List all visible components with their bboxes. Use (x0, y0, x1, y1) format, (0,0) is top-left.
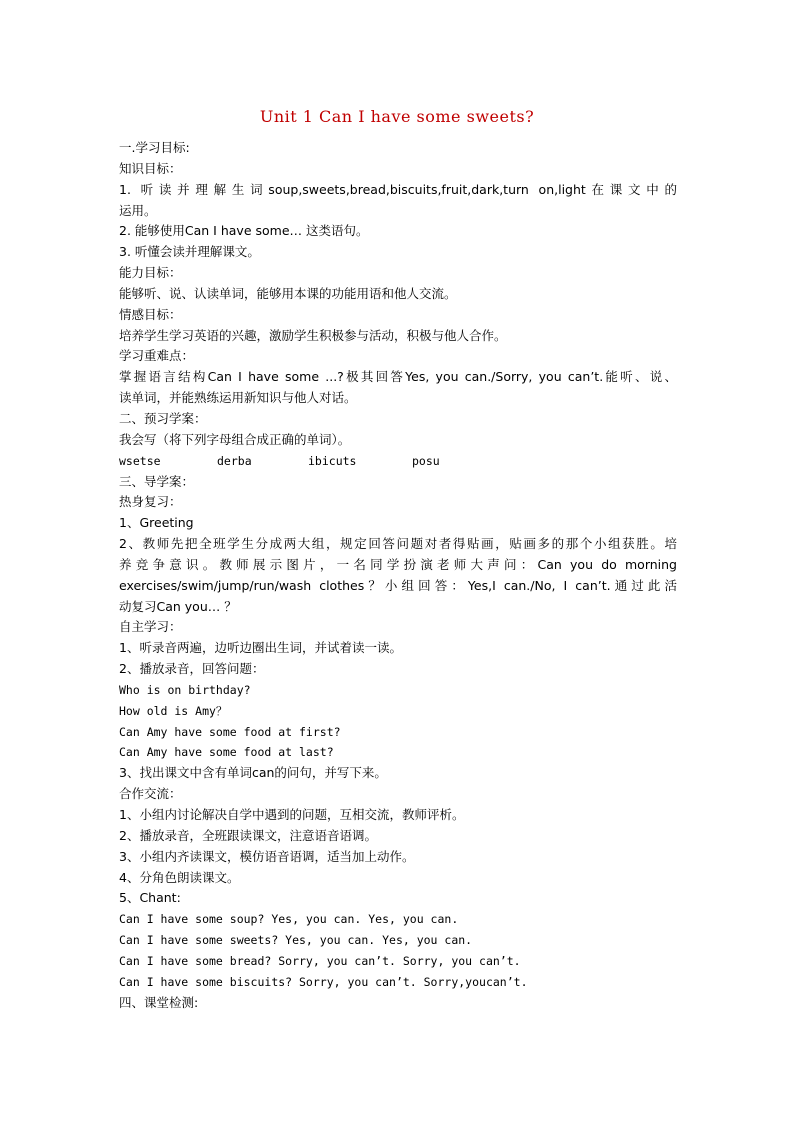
paragraph-line: 2、播放录音，全班跟读课文，注意语音语调。 (119, 827, 377, 843)
subheading: 情感目标： (119, 306, 182, 322)
paragraph-line: 1、听录音两遍，边听边圈出生词，并试着读一读。 (119, 640, 402, 656)
paragraph-line: 2. 能够使用Can I have some… 这类语句。 (119, 223, 369, 239)
paragraph-line: 动复习Can you… ？ (119, 598, 237, 614)
chant-line: Can I have some biscuits? Sorry, you can’t. Sorry,youcan’t. (119, 974, 528, 989)
subheading: 知识目标： (119, 160, 182, 176)
paragraph-line: 1、小组内讨论解决自学中遇到的问题，互相交流，教师评析。 (119, 807, 465, 822)
paragraph-line: 我会写（将下列字母组合成正确的单词）。 (119, 431, 351, 447)
scramble-word: ibicuts (308, 453, 357, 468)
paragraph-line: 能够听、说、认读单词，能够用本课的功能用语和他人交流。 (119, 285, 457, 301)
paragraph-line: 3. 听懂会读并理解课文。 (119, 244, 260, 260)
paragraph-line: 5、Chant: (119, 890, 181, 906)
section-heading: 一.学习目标: (119, 140, 190, 155)
subheading: 自主学习： (119, 619, 182, 635)
paragraph-line: 读单词，并能熟练运用新知识与他人对话。 (119, 390, 357, 406)
scramble-word-list (119, 451, 677, 472)
subheading: 热身复习： (119, 494, 182, 510)
paragraph-line: 2、教师先把全班学生分成两大组，规定回答问题对者得贴画，贴画多的那个小组获胜。培 (119, 536, 677, 552)
paragraph-line: 2、播放录音，回答问题： (119, 661, 265, 677)
chant-line: Can I have some soup? Yes, you can. Yes, you can. (119, 912, 459, 927)
section-heading: 四、课堂检测: (119, 994, 199, 1010)
paragraph-line: 4、分角色朗读课文。 (119, 869, 240, 885)
paragraph-line: 运用。 (119, 202, 157, 218)
paragraph-line: 3、找出课文中含有单词can的问句，并写下来。 (119, 765, 387, 781)
question-line: How old is Amy？ (119, 703, 228, 718)
chant-line: Can I have some sweets? Yes, you can. Yes, you can. (119, 933, 473, 948)
subheading: 学习重难点： (119, 348, 195, 364)
scramble-word: derba (217, 453, 252, 468)
section-heading: 三、导学案： (119, 473, 195, 489)
paragraph-line: exercises/swim/jump/run/wash clothes？小组回答：Yes,I can./No, I can’t.通过此活 (119, 577, 677, 593)
scramble-word: wsetse (119, 453, 161, 468)
subheading: 合作交流： (119, 786, 182, 802)
paragraph-line: 1. 听读并理解生词soup,sweets,bread,biscuits,fruit,dark,turn on,light在课文中的 (119, 181, 677, 197)
chant-line: Can I have some bread? Sorry, you can’t. Sorry, you can’t. (119, 953, 521, 968)
paragraph-line: 培养学生学习英语的兴趣，激励学生积极参与活动，积极与他人合作。 (119, 327, 507, 343)
document-body (119, 138, 677, 1013)
document-title: Unit 1 Can I have some sweets? (259, 107, 535, 126)
paragraph-line: 1、Greeting (119, 515, 194, 531)
paragraph-line: 3、小组内齐读课文，模仿语音语调，适当加上动作。 (119, 848, 415, 864)
subheading: 能力目标： (119, 265, 182, 281)
scramble-word: posu (412, 453, 440, 468)
question-line: Who is on birthday? (119, 682, 251, 697)
question-line: Can Amy have some food at last? (119, 745, 334, 760)
paragraph-line: 掌握语言结构Can I have some ...?极其回答Yes, you can./Sorry, you can’t.能听、说、 (119, 369, 677, 385)
question-line: Can Amy have some food at first? (119, 724, 341, 739)
section-heading: 二、预习学案： (119, 410, 207, 426)
paragraph-line: 养竞争意识。教师展示图片，一名同学扮演老师大声问：Can you do morning (119, 556, 677, 572)
